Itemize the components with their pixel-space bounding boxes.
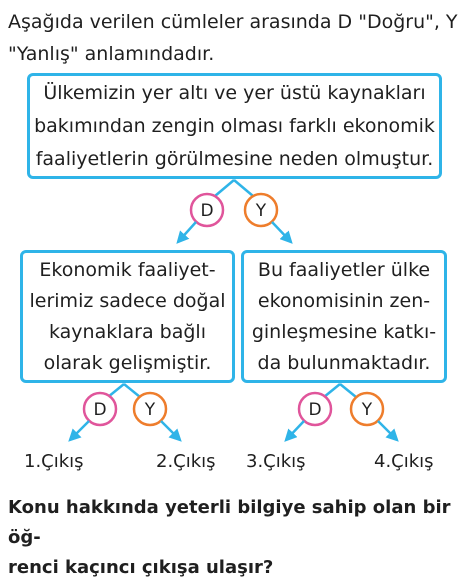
top-connector-left — [215, 180, 234, 196]
d-label: D — [308, 400, 322, 420]
statement-line: da bulunmaktadır. — [257, 351, 431, 374]
statement-box-right — [241, 250, 447, 383]
statement-line: Ekonomik faaliyet- — [39, 258, 216, 281]
arrow-to-exit-2 — [161, 421, 180, 440]
statement-box-left — [20, 250, 235, 383]
statement-line: kaynaklara bağlı — [49, 320, 206, 343]
y-label: Y — [144, 400, 156, 420]
statement-line: Ülkemizin yer altı ve yer üstü kaynakları — [43, 81, 426, 104]
statement-line: bakımından zengin olması farklı ekonomik — [34, 114, 435, 137]
left-branch — [70, 384, 180, 440]
exit-1-label: 1.Çıkış — [24, 451, 84, 472]
right-connector-left — [324, 384, 340, 397]
statement-line: olarak gelişmiştir. — [43, 351, 212, 374]
d-label: D — [93, 400, 107, 420]
statement-line: ekonomisinin zen- — [257, 289, 431, 312]
statement-line: lerimiz sadece doğal — [29, 289, 226, 312]
arrow-to-left-box — [178, 222, 196, 242]
intro-line-2: "Yanlış" anlamındadır. — [8, 43, 215, 65]
right-connector-right — [340, 384, 356, 397]
statement-line: faaliyetlerin görülmesine neden olmuştur. — [35, 147, 434, 170]
statement-line: Bu faaliyetler ülke — [257, 258, 431, 281]
question-line-1: Konu hakkında yeterli bilgiye sahip olan bir öğ- — [8, 497, 451, 548]
statement-box-top — [27, 73, 442, 179]
arrow-to-exit-1 — [70, 421, 89, 440]
exit-2-label: 2.Çıkış — [156, 451, 216, 472]
arrow-to-exit-4 — [378, 421, 397, 440]
statement-line: ginleşmesine katkı- — [251, 320, 437, 343]
exit-3-label: 3.Çıkış — [246, 451, 306, 472]
question-line-2: renci kaçıncı çıkışa ulaşır? — [8, 557, 274, 578]
arrow-to-right-box — [272, 222, 291, 242]
d-label: D — [200, 201, 214, 221]
arrow-to-exit-3 — [286, 421, 304, 440]
exit-4-label: 4.Çıkış — [374, 451, 434, 472]
intro-line-1: Aşağıda verilen cümleler arasında D "Doğru", Y — [8, 11, 458, 33]
top-branch — [178, 180, 291, 242]
top-connector-right — [234, 180, 253, 196]
left-connector-right — [124, 384, 140, 397]
y-label: Y — [255, 201, 267, 221]
right-branch — [286, 384, 397, 440]
left-connector-left — [108, 384, 124, 397]
question-text — [8, 493, 464, 583]
y-label: Y — [361, 400, 373, 420]
